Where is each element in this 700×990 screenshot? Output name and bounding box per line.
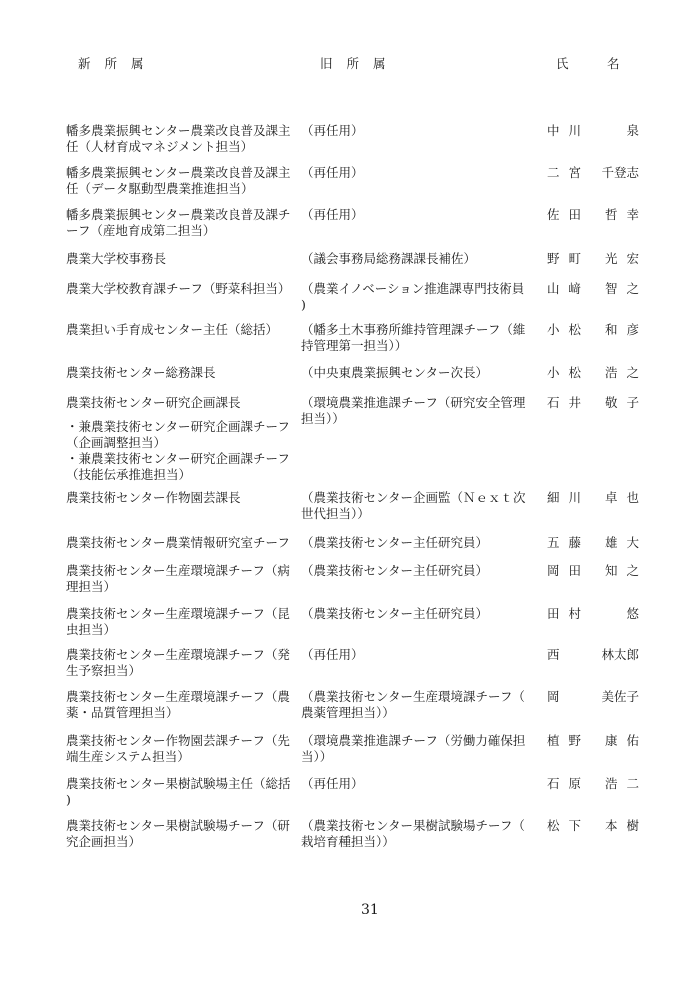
new-affiliation	[66, 689, 296, 721]
given-name: 浩之	[604, 365, 648, 380]
old-affiliation-line: 担当））	[301, 411, 345, 426]
given-name: 浩二	[604, 776, 648, 791]
old-affiliation-line: （幡多土木事務所維持管理課チーフ（維	[301, 322, 526, 337]
given-name: 光宏	[604, 251, 648, 266]
old-affiliation	[301, 606, 536, 622]
surname: 細川	[547, 490, 591, 505]
new-affiliation	[66, 776, 296, 808]
old-affiliation	[301, 281, 536, 313]
new-affiliation-line: 農業技術センター生産環境課チーフ（病	[66, 563, 290, 578]
new-affiliation-line: 生予察担当）	[66, 663, 142, 678]
new-affiliation	[66, 322, 296, 338]
given-name: 和彦	[604, 322, 648, 337]
old-affiliation-line: （農業技術センター主任研究員）	[301, 606, 489, 621]
old-affiliation-line: 農薬管理担当））	[301, 705, 395, 720]
given-name: 智之	[604, 281, 648, 296]
surname: 石井	[547, 395, 591, 410]
old-affiliation	[301, 818, 536, 850]
new-affiliation	[66, 535, 296, 551]
surname: 岡	[547, 689, 569, 704]
surname: 山﨑	[547, 281, 591, 296]
new-affiliation-line: 農業技術センター総務課長	[66, 365, 216, 380]
old-affiliation	[301, 535, 536, 551]
surname: 田村	[547, 606, 591, 621]
new-affiliation	[66, 281, 296, 297]
old-affiliation	[301, 207, 536, 223]
header-old-affiliation: 旧所属	[320, 56, 400, 71]
old-affiliation-line: 持管理第一担当））	[301, 338, 408, 353]
new-affiliation-line: 農業大学校事務長	[66, 251, 167, 266]
given-name: 美佐子	[601, 689, 639, 704]
old-affiliation-line: （農業技術センター企画監（Ｎｅｘｔ次	[301, 490, 526, 505]
new-affiliation	[66, 365, 296, 381]
new-affiliation-line: 幡多農業振興センター農業改良普及課主	[66, 123, 291, 138]
surname: 西	[547, 647, 569, 662]
old-affiliation-line: （農業技術センター主任研究員）	[301, 563, 489, 578]
surname: 岡田	[547, 563, 591, 578]
given-name: 卓也	[604, 490, 648, 505]
surname: 五藤	[547, 535, 591, 550]
new-affiliation-line: 農業担い手育成センター主任（総括）	[66, 322, 279, 337]
new-affiliation	[66, 563, 296, 595]
given-name: 千登志	[601, 165, 639, 180]
header-surname: 氏	[556, 56, 583, 71]
surname: 植野	[547, 733, 591, 748]
given-name: 泉	[626, 123, 639, 138]
old-affiliation-line: （環境農業推進課チーフ（研究安全管理	[301, 395, 526, 410]
old-affiliation-line: 世代担当））	[301, 506, 370, 521]
new-affiliation-line: 究企画担当）	[66, 834, 142, 849]
old-affiliation-line: （環境農業推進課チーフ（労働力確保担	[301, 733, 526, 748]
old-affiliation	[301, 563, 536, 579]
new-affiliation-line: 薬・品質管理担当）	[66, 705, 179, 720]
old-affiliation	[301, 647, 536, 663]
new-affiliation	[66, 647, 296, 679]
new-affiliation	[66, 395, 296, 483]
old-affiliation	[301, 776, 536, 792]
new-affiliation-line: 農業技術センター生産環境課チーフ（農	[66, 689, 290, 704]
new-affiliation-line: ・兼農業技術センター研究企画課チーフ	[66, 451, 290, 466]
new-affiliation-line: 農業技術センター農業情報研究室チーフ	[66, 535, 290, 550]
new-affiliation	[66, 123, 296, 155]
old-affiliation-line: （中央東農業振興センター次長）	[301, 365, 489, 380]
old-affiliation	[301, 689, 536, 721]
old-affiliation-line: （農業技術センター果樹試験場チーフ（	[301, 818, 525, 833]
old-affiliation-line: （再任用）	[301, 647, 364, 662]
new-affiliation-line: 任（データ駆動型農業推進担当）	[66, 181, 254, 196]
surname: 野町	[547, 251, 591, 266]
new-affiliation-line: （企画調整担当）	[66, 435, 167, 450]
new-affiliation-line: 幡多農業振興センター農業改良普及課主	[66, 165, 291, 180]
new-affiliation-line: （技能伝承推進担当）	[66, 467, 192, 482]
new-affiliation-line: )	[66, 792, 71, 807]
old-affiliation	[301, 251, 536, 267]
new-affiliation-line: ーフ（産地育成第二担当）	[66, 223, 216, 238]
given-name: 本樹	[604, 818, 648, 833]
new-affiliation-line: 農業技術センター研究企画課長	[66, 395, 241, 410]
new-affiliation	[66, 207, 296, 239]
old-affiliation	[301, 490, 536, 522]
old-affiliation	[301, 395, 536, 427]
new-affiliation-line: 虫担当）	[66, 622, 117, 637]
new-affiliation	[66, 251, 296, 267]
given-name: 雄大	[604, 535, 648, 550]
old-affiliation	[301, 365, 536, 381]
new-affiliation-line: 農業技術センター生産環境課チーフ（昆	[66, 606, 290, 621]
header-given-name: 名	[607, 56, 634, 71]
old-affiliation-line: （農業技術センター主任研究員）	[301, 535, 489, 550]
old-affiliation-line: （再任用）	[301, 207, 364, 222]
new-affiliation-line	[66, 411, 296, 419]
page-number: 31	[361, 902, 379, 918]
old-affiliation	[301, 165, 536, 181]
new-affiliation	[66, 606, 296, 638]
new-affiliation	[66, 490, 296, 506]
surname: 二宮	[547, 165, 591, 180]
new-affiliation-line: 任（人材育成マネジメント担当）	[66, 139, 254, 154]
new-affiliation-line: 農業技術センター生産環境課チーフ（発	[66, 647, 290, 662]
old-affiliation-line: （農業イノベーション推進課専門技術員	[301, 281, 525, 296]
new-affiliation-line: 理担当）	[66, 579, 117, 594]
surname: 石原	[547, 776, 591, 791]
given-name: 哲幸	[604, 207, 648, 222]
old-affiliation-line: （再任用）	[301, 776, 364, 791]
given-name: 敬子	[604, 395, 648, 410]
old-affiliation	[301, 123, 536, 139]
new-affiliation-line: 農業大学校教育課チーフ（野菜科担当）	[66, 281, 291, 296]
surname: 小松	[547, 365, 591, 380]
given-name: 林太郎	[601, 647, 639, 662]
new-affiliation-line: 幡多農業振興センター農業改良普及課チ	[66, 207, 291, 222]
given-name: 康佑	[604, 733, 648, 748]
new-affiliation-line: 農業技術センター作物園芸課チーフ（先	[66, 733, 290, 748]
new-affiliation-line: 端生産システム担当）	[66, 749, 190, 764]
old-affiliation-line: 栽培育種担当））	[301, 834, 395, 849]
new-affiliation-line: 農業技術センター作物園芸課長	[66, 490, 241, 505]
old-affiliation-line: （農業技術センター生産環境課チーフ（	[301, 689, 525, 704]
new-affiliation	[66, 733, 296, 765]
header-new-affiliation: 新所属	[78, 56, 158, 71]
new-affiliation-line: ・兼農業技術センター研究企画課チーフ	[66, 419, 290, 434]
old-affiliation	[301, 322, 536, 354]
old-affiliation-line: （議会事務局総務課課長補佐）	[301, 251, 477, 266]
new-affiliation-line: 農業技術センター果樹試験場チーフ（研	[66, 818, 290, 833]
new-affiliation	[66, 165, 296, 197]
given-name: 知之	[604, 563, 648, 578]
new-affiliation-line: 農業技術センター果樹試験場主任（総括	[66, 776, 291, 791]
old-affiliation-line: （再任用）	[301, 123, 364, 138]
old-affiliation-line: )	[301, 297, 306, 312]
given-name: 悠	[626, 606, 639, 621]
old-affiliation-line: （再任用）	[301, 165, 364, 180]
surname: 中川	[547, 123, 591, 138]
surname: 松下	[547, 818, 591, 833]
old-affiliation-line: 当））	[301, 749, 333, 764]
old-affiliation	[301, 733, 536, 765]
new-affiliation	[66, 818, 296, 850]
surname: 佐田	[547, 207, 591, 222]
surname: 小松	[547, 322, 591, 337]
